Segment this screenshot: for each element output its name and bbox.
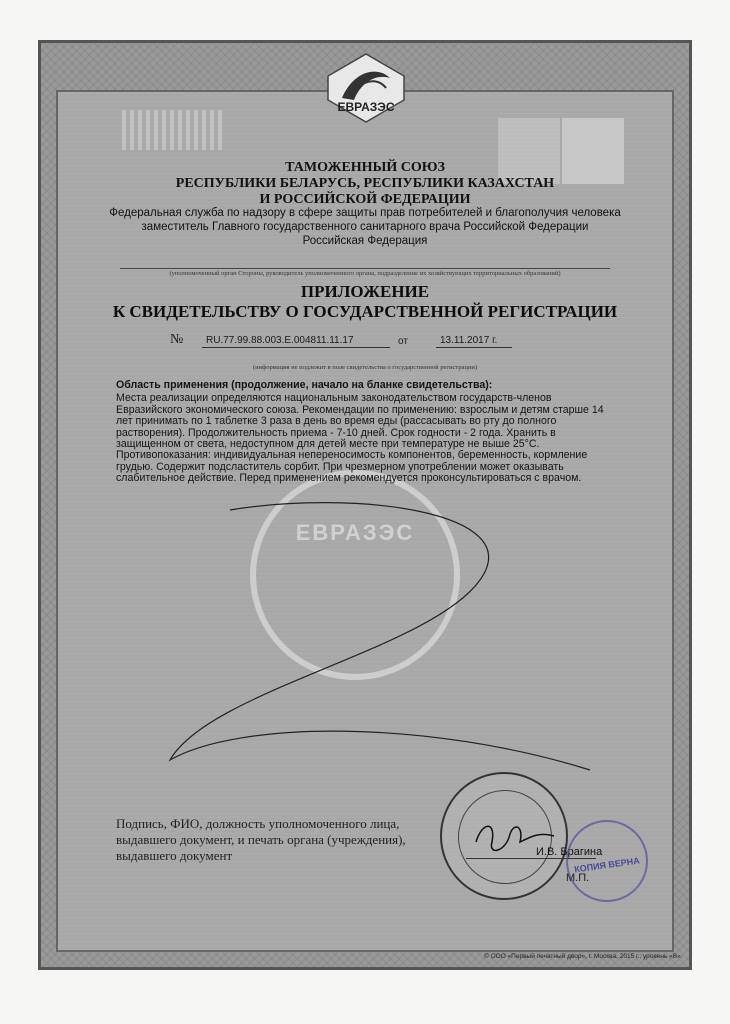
authority-line: Российская Федерация (302, 235, 428, 247)
registration-number: RU.77.99.88.003.E.004811.11.17 (206, 335, 354, 346)
watermark-text: ЕВРАЗЭС (295, 520, 415, 545)
logo-text: ЕВРАЗЭС (337, 100, 395, 114)
copy-verified-text: КОПИЯ ВЕРНА (573, 855, 641, 875)
field-caption: (информация не подлежит в поле свидетельства о государственной регистрации) (252, 364, 478, 371)
underline (202, 347, 390, 348)
signer-name: И.В. Брагина (536, 846, 603, 858)
document-title: ПРИЛОЖЕНИЕ (300, 282, 430, 301)
stamp-place-label: М.П. (566, 872, 590, 884)
header-line: ТАМОЖЕННЫЙ СОЮЗ (285, 160, 445, 175)
signature-caption: Подпись, ФИО, должность уполномоченного лица, выдавшего документ, и печать органа (учреждения), выдавшего документ (116, 816, 406, 863)
printer-imprint: © ООО «Первый печатный двор», г. Москва, 2015 г., уровень «В». (484, 953, 683, 960)
authority-line: Федеральная служба по надзору в сфере защиты прав потребителей и благополучия человека (109, 207, 621, 219)
authority-line: заместитель Главного государственного санитарного врача Российской Федерации (141, 221, 589, 233)
from-label: от (398, 336, 408, 347)
scope-heading: Область применения (продолжение, начало на бланке свидетельства): (116, 379, 493, 391)
scope-section (116, 380, 612, 485)
document-subtitle: К СВИДЕТЕЛЬСТВУ О ГОСУДАРСТВЕННОЙ РЕГИСТРАЦИИ (112, 302, 618, 321)
registration-line (170, 332, 530, 350)
registration-date: 13.11.2017 г. (440, 335, 498, 346)
decorative-pattern (122, 110, 222, 150)
field-caption: (уполномоченный орган Стороны, руководитель уполномоченного органа, подразделение их хозяйствующих территориальных образований) (120, 268, 610, 277)
header-line: РЕСПУБЛИКИ БЕЛАРУСЬ, РЕСПУБЛИКИ КАЗАХСТАН (175, 176, 555, 191)
header-line: И РОССИЙСКОЙ ФЕДЕРАЦИИ (259, 192, 471, 207)
eurasec-emblem-icon (318, 48, 414, 128)
underline (436, 347, 512, 348)
number-sign: № (170, 332, 184, 347)
scope-text: Места реализации определяются национальным законодательством государств-членов Евразийского экономического союза. Рекомендации по применению: взрослым и детям старше 14 лет принимать по 1 таблетке 3 раза в день во время еды (рассасывать во рту до полного растворения). Продолжительность приема - 7-10 дней. Срок годности - 2 года. Хранить в защищенном от света, недоступном для детей месте при температуре не выше 25°С. Противопоказания: индивидуальная непереносимость компонентов, беременность, кормление грудью. Содержит подсластитель сорбит. При чрезмерном употреблении может оказывать слабительное действие. Перед применением рекомендуется проконсультироваться с врачом. (116, 392, 604, 485)
handwritten-signature-stroke (150, 490, 600, 790)
